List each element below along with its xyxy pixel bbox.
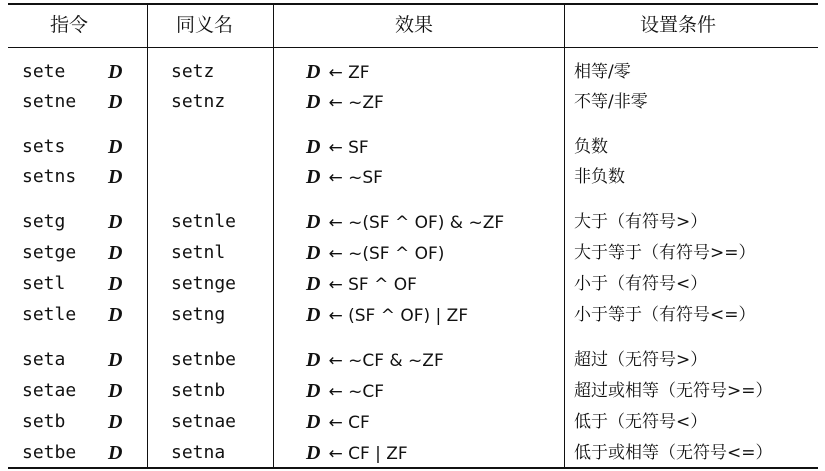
effect-expr: ← CF [328, 413, 370, 433]
condition-cell: 低于或相等（无符号<=） [574, 443, 773, 463]
operand-cell: D [108, 166, 123, 188]
header-condition: 设置条件 [640, 14, 717, 36]
synonym-cell: setnz [171, 91, 226, 112]
operand-cell: D [108, 349, 123, 371]
operand-cell: D [108, 61, 123, 83]
condition-cell: 非负数 [574, 167, 625, 187]
effect-cell [306, 442, 408, 464]
header-effect: 效果 [395, 14, 434, 36]
effect-dest: D [306, 273, 321, 295]
synonym-cell: setnle [171, 211, 237, 232]
effect-dest: D [306, 91, 321, 113]
instruction-cell: setne [22, 91, 77, 112]
effect-expr: ← ~(SF ^ OF) & ~ZF [328, 213, 505, 233]
operand-cell: D [108, 411, 123, 433]
instruction-cell: setbe [22, 442, 77, 463]
synonym-cell: setnl [171, 242, 226, 263]
header-instruction: 指令 [50, 14, 89, 36]
effect-expr: ← CF | ZF [328, 444, 408, 464]
condition-cell: 低于（无符号<） [574, 412, 708, 432]
instruction-cell: setle [22, 304, 77, 325]
set-instructions-table [8, 3, 818, 469]
effect-expr: ← ~ZF [328, 93, 384, 113]
condition-cell: 大于等于（有符号>=） [574, 243, 756, 263]
effect-dest: D [306, 136, 321, 158]
effect-dest: D [306, 380, 321, 402]
condition-cell: 小于（有符号<） [574, 274, 708, 294]
instruction-cell: setge [22, 242, 77, 263]
condition-cell: 大于（有符号>） [574, 212, 708, 232]
effect-cell [306, 91, 384, 113]
operand-cell: D [108, 380, 123, 402]
column-divider [147, 5, 148, 467]
synonym-cell: setnae [171, 411, 237, 432]
instruction-cell: setl [22, 273, 66, 294]
effect-cell [306, 304, 468, 326]
condition-cell: 小于等于（有符号<=） [574, 305, 756, 325]
effect-expr: ← ~SF [328, 168, 383, 188]
synonym-cell: setna [171, 442, 226, 463]
effect-expr: ← ZF [328, 63, 370, 83]
column-divider [273, 5, 274, 467]
effect-expr: ← ~CF & ~ZF [328, 351, 444, 371]
effect-expr: ← SF ^ OF [328, 275, 417, 295]
synonym-cell: setng [171, 304, 226, 325]
effect-expr: ← (SF ^ OF) | ZF [328, 306, 469, 326]
header-synonym: 同义名 [176, 14, 234, 36]
instruction-cell: sete [22, 61, 66, 82]
instruction-cell: setb [22, 411, 66, 432]
condition-cell: 负数 [574, 137, 608, 157]
effect-expr: ← ~(SF ^ OF) [328, 244, 445, 264]
instruction-cell: sets [22, 136, 66, 157]
operand-cell: D [108, 242, 123, 264]
effect-cell [306, 411, 370, 433]
synonym-cell: setnb [171, 380, 226, 401]
operand-cell: D [108, 442, 123, 464]
effect-dest: D [306, 166, 321, 188]
effect-cell [306, 166, 383, 188]
effect-cell [306, 273, 417, 295]
operand-cell: D [108, 304, 123, 326]
instruction-cell: seta [22, 349, 66, 370]
condition-cell: 相等/零 [574, 62, 631, 82]
effect-dest: D [306, 304, 321, 326]
effect-dest: D [306, 349, 321, 371]
instruction-cell: setns [22, 166, 77, 187]
operand-cell: D [108, 273, 123, 295]
operand-cell: D [108, 211, 123, 233]
column-divider [564, 5, 565, 467]
condition-cell: 超过（无符号>） [574, 350, 708, 370]
effect-dest: D [306, 242, 321, 264]
effect-dest: D [306, 411, 321, 433]
condition-cell: 不等/非零 [574, 92, 648, 112]
instruction-cell: setg [22, 211, 66, 232]
effect-cell [306, 380, 384, 402]
effect-dest: D [306, 442, 321, 464]
instruction-cell: setae [22, 380, 77, 401]
effect-dest: D [306, 61, 321, 83]
effect-dest: D [306, 211, 321, 233]
operand-cell: D [108, 91, 123, 113]
effect-expr: ← ~CF [328, 382, 384, 402]
synonym-cell: setnge [171, 273, 237, 294]
synonym-cell: setnbe [171, 349, 237, 370]
effect-cell [306, 136, 369, 158]
effect-cell [306, 349, 444, 371]
effect-cell [306, 211, 504, 233]
effect-cell [306, 61, 370, 83]
synonym-cell: setz [171, 61, 215, 82]
effect-expr: ← SF [328, 138, 369, 158]
effect-cell [306, 242, 444, 264]
header-divider [8, 47, 818, 48]
condition-cell: 超过或相等（无符号>=） [574, 381, 773, 401]
operand-cell: D [108, 136, 123, 158]
